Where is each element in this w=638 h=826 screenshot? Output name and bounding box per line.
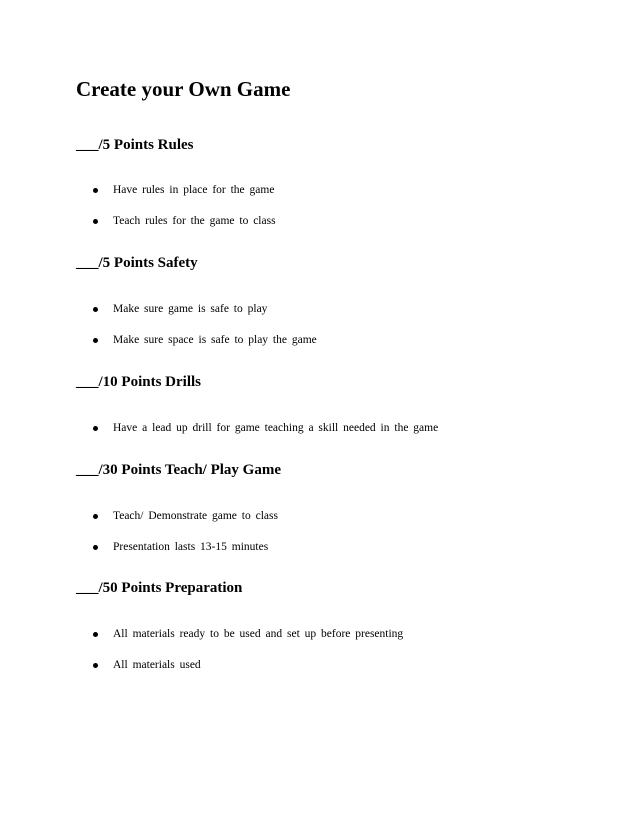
section-heading-drills: ___/10 Points Drills — [76, 374, 202, 390]
bullet-icon — [93, 514, 98, 519]
list-item — [93, 301, 267, 317]
list-item-text: All materials ready to be used and set up before presenting — [113, 628, 404, 640]
bullet-icon — [93, 188, 98, 193]
list-item — [93, 539, 268, 555]
list-item-text: All materials used — [113, 659, 201, 671]
bullet-icon — [93, 632, 98, 637]
section-heading-safety: ___/5 Points Safety — [76, 255, 198, 271]
list-item — [93, 213, 276, 229]
list-item-text: Make sure game is safe to play — [113, 303, 268, 315]
bullet-icon — [93, 338, 98, 343]
list-item — [93, 626, 403, 642]
list-item-text: Teach rules for the game to class — [113, 215, 276, 227]
bullet-icon — [93, 426, 98, 431]
list-item-text: Have rules in place for the game — [113, 184, 275, 196]
section-heading-preparation: ___/50 Points Preparation — [76, 580, 243, 596]
bullet-icon — [93, 545, 98, 550]
section-heading-teach-play-game: ___/30 Points Teach/ Play Game — [76, 462, 282, 478]
list-item — [93, 420, 438, 436]
list-item — [93, 508, 278, 524]
list-item — [93, 332, 317, 348]
bullet-icon — [93, 307, 98, 312]
list-item — [93, 182, 274, 198]
list-item-text: Have a lead up drill for game teaching a skill needed in the game — [113, 422, 439, 434]
list-item-text: Presentation lasts 13-15 minutes — [113, 541, 269, 553]
section-heading-rules: ___/5 Points Rules — [76, 137, 194, 153]
bullet-icon — [93, 663, 98, 668]
list-item-text: Make sure space is safe to play the game — [113, 334, 317, 346]
document-title: Create your Own Game — [76, 77, 291, 101]
bullet-icon — [93, 219, 98, 224]
list-item-text: Teach/ Demonstrate game to class — [113, 510, 278, 522]
list-item — [93, 657, 201, 673]
